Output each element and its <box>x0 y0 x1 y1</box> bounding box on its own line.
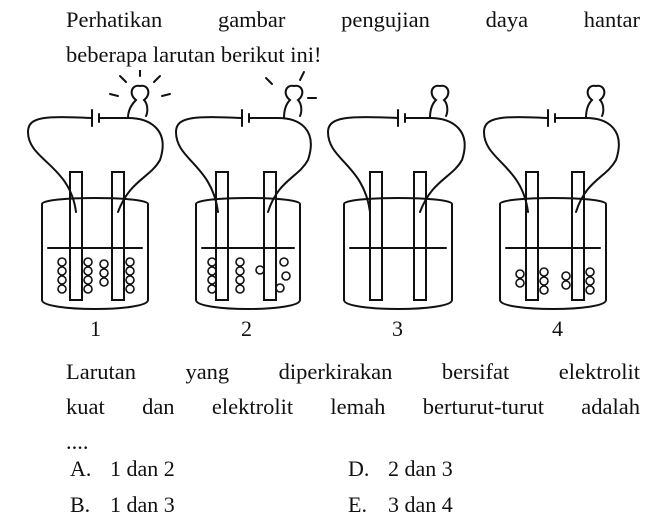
apparatus-1 <box>28 70 170 309</box>
apparatus-label-2: 2 <box>241 316 252 341</box>
apparatus-label-1: 1 <box>90 316 101 341</box>
apparatus-3 <box>328 86 465 309</box>
apparatus-label-4: 4 <box>552 316 563 341</box>
option-text: 3 dan 4 <box>388 492 453 517</box>
option-e[interactable] <box>348 492 453 518</box>
question-line-4: kuat dan elektrolit lemah berturut-turut adalah <box>66 394 640 419</box>
conductivity-test-figure <box>0 70 666 320</box>
option-letter: E. <box>348 492 367 517</box>
option-text: 1 dan 3 <box>110 492 175 517</box>
option-letter: D. <box>348 456 370 481</box>
option-letter: A. <box>70 456 92 481</box>
option-text: 1 dan 2 <box>110 456 175 481</box>
option-text: 2 dan 3 <box>388 456 453 481</box>
option-d[interactable] <box>348 456 453 482</box>
apparatus-label-3: 3 <box>392 316 403 341</box>
apparatus-4 <box>484 86 619 309</box>
apparatus-2 <box>176 72 316 309</box>
option-b[interactable] <box>70 492 175 518</box>
question-line-5: .... <box>66 429 89 454</box>
question-line-1: Perhatikan gambar pengujian daya hantar <box>66 7 640 32</box>
question-line-3: Larutan yang diperkirakan bersifat elektrolit <box>66 359 640 384</box>
option-letter: B. <box>70 492 91 517</box>
question-line-2: beberapa larutan berikut ini! <box>66 42 322 67</box>
option-a[interactable] <box>70 456 175 482</box>
